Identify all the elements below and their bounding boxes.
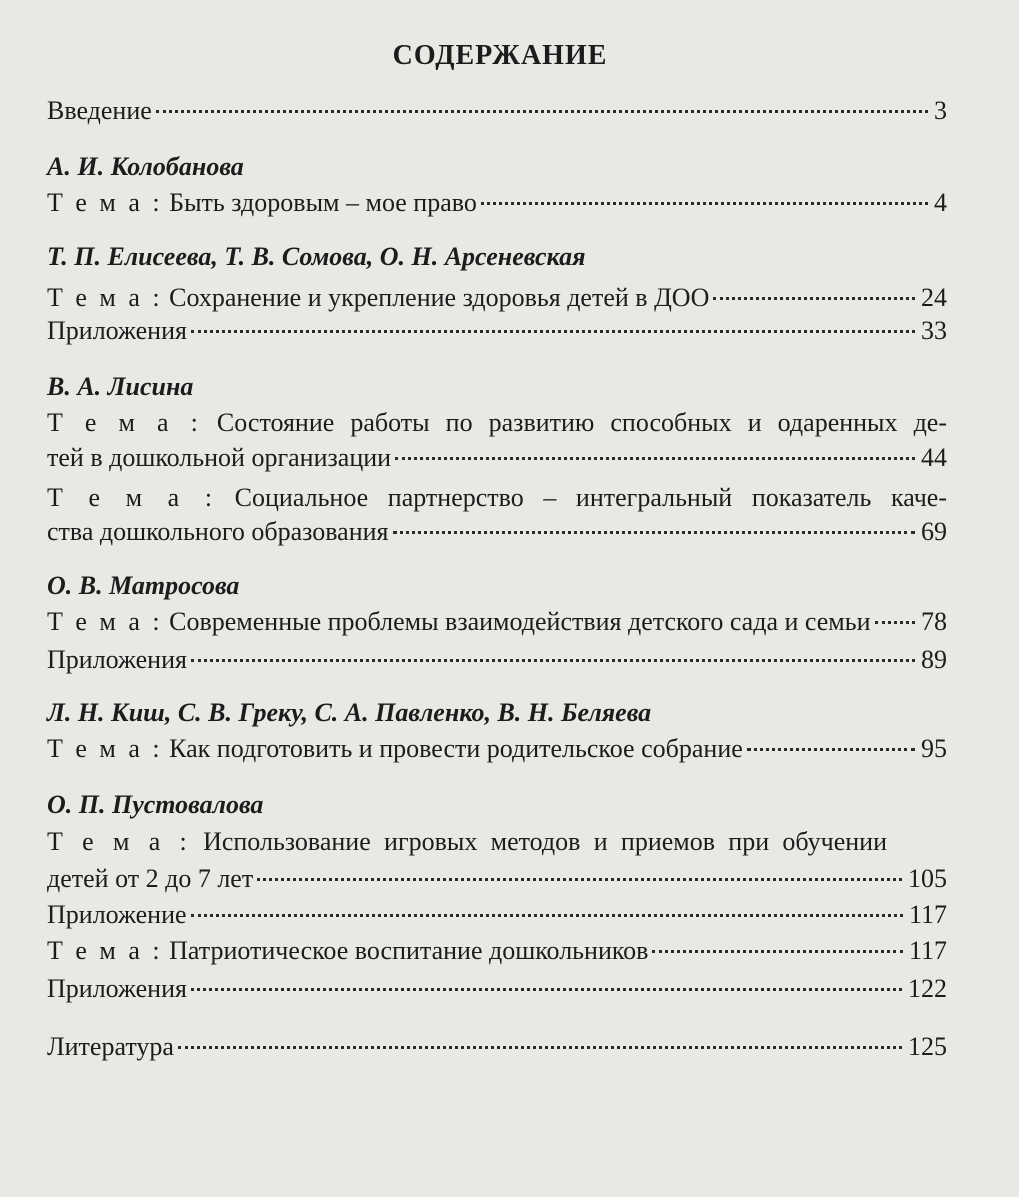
author-name: О. В. Матросова: [47, 571, 240, 600]
toc-entry: [47, 515, 947, 549]
page-number: 44: [921, 443, 947, 472]
page-number: 117: [908, 900, 947, 929]
dot-leader: [395, 457, 915, 460]
page-title: СОДЕРЖАНИЕ: [392, 40, 608, 71]
page-number: 69: [921, 517, 947, 546]
entry-text: Литература: [47, 1032, 174, 1061]
topic-label: Т е м а :: [47, 188, 163, 217]
entry-text: [47, 186, 477, 220]
page-number: 125: [908, 1032, 947, 1061]
entry-title: Современные проблемы взаимодействия детского сада и семьи: [169, 607, 871, 636]
entry-text-line: [47, 406, 947, 440]
author-name: В. А. Лисина: [47, 372, 194, 401]
author-name: Л. Н. Киш, С. В. Греку, С. А. Павленко, В. Н. Беляева: [47, 698, 652, 727]
page-number: 78: [921, 607, 947, 636]
toc-entry: [47, 441, 947, 475]
entry-text: ства дошкольного образования: [47, 517, 389, 546]
toc-entry: [47, 605, 947, 639]
page-number: 105: [908, 864, 947, 893]
entry-title: Быть здоровым – мое право: [169, 188, 477, 217]
topic-label: Т е м а :: [47, 607, 163, 636]
dot-leader: [875, 621, 915, 624]
dot-leader: [747, 748, 915, 751]
entry-text-line: [47, 825, 887, 859]
entry-text: [47, 732, 743, 766]
topic-label: Т е м а :: [47, 283, 163, 312]
topic-label: Т е м а :: [47, 936, 163, 965]
entry-text: Приложения: [47, 645, 187, 674]
page-number: 4: [934, 188, 947, 217]
dot-leader: [156, 110, 928, 113]
entry-text: Введение: [47, 96, 152, 125]
author-name: А. И. Колобанова: [47, 152, 244, 181]
toc-entry: [47, 643, 947, 677]
page-number: 33: [921, 316, 947, 345]
page-number: 3: [934, 96, 947, 125]
entry-text: детей от 2 до 7 лет: [47, 864, 254, 893]
dot-leader: [191, 659, 915, 662]
dot-leader: [481, 202, 928, 205]
entry-title: Как подготовить и провести родительское собрание: [169, 734, 743, 763]
toc-entry: [47, 732, 947, 766]
toc-entry: [47, 281, 947, 315]
author-name: О. П. Пустовалова: [47, 790, 264, 819]
entry-text: Приложение: [47, 900, 187, 929]
toc-entry: [47, 972, 947, 1006]
entry-title: Социальное партнерство – интегральный показатель каче-: [234, 483, 948, 512]
dot-leader: [652, 950, 903, 953]
author-name: Т. П. Елисеева, Т. В. Сомова, О. Н. Арсеневская: [47, 242, 586, 271]
toc-entry-literature: [47, 1030, 947, 1064]
toc-entry: [47, 898, 947, 932]
dot-leader: [191, 988, 902, 991]
page-number: 89: [921, 645, 947, 674]
toc-entry: [47, 314, 947, 348]
topic-label: Т е м а :: [47, 734, 163, 763]
toc-entry: [47, 862, 947, 896]
entry-title: Использование игровых методов и приемов при обучении: [203, 827, 887, 856]
page-number: 117: [908, 936, 947, 965]
topic-label: Т е м а :: [47, 827, 190, 856]
toc-entry: [47, 934, 947, 968]
page-number: 95: [921, 734, 947, 763]
dot-leader: [257, 878, 902, 881]
entry-text: Приложения: [47, 316, 187, 345]
entry-text: [47, 934, 648, 968]
entry-title: Патриотическое воспитание дошкольников: [169, 936, 649, 965]
entry-text-line: [47, 481, 947, 515]
dot-leader: [393, 531, 915, 534]
page-number: 122: [908, 974, 947, 1003]
entry-text: [47, 605, 871, 639]
topic-label: Т е м а :: [47, 408, 201, 437]
entry-title: Состояние работы по развитию способных и одаренных де-: [216, 408, 948, 437]
entry-title: Сохранение и укрепление здоровья детей в ДОО: [169, 283, 710, 312]
page-number: 24: [921, 283, 947, 312]
toc-entry: [47, 186, 947, 220]
dot-leader: [178, 1046, 902, 1049]
dot-leader: [713, 297, 915, 300]
entry-text: Приложения: [47, 974, 187, 1003]
dot-leader: [191, 330, 915, 333]
entry-text: [47, 281, 709, 315]
entry-text: тей в дошкольной организации: [47, 443, 392, 472]
dot-leader: [191, 914, 903, 917]
toc-entry-intro: [47, 94, 947, 128]
topic-label: Т е м а :: [47, 483, 216, 512]
